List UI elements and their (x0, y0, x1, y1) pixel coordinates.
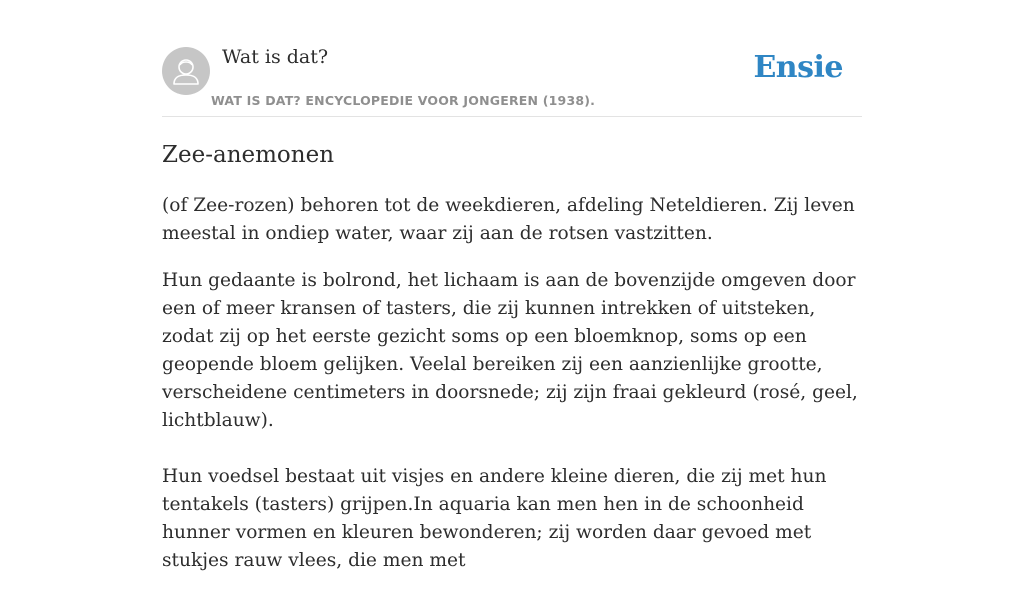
user-avatar-icon[interactable] (162, 47, 210, 95)
source-name-link[interactable]: Wat is dat? (222, 46, 329, 68)
article (162, 140, 862, 594)
source-header (162, 0, 862, 117)
source-subtitle: WAT IS DAT? ENCYCLOPEDIE VOOR JONGEREN (1938). (211, 93, 596, 108)
person-outline-icon (162, 47, 210, 95)
article-paragraph-2: Hun gedaante is bolrond, het lichaam is aan de bovenzijde omgeven door een of meer kransen of tasters, die zij kunnen intrekken of uitsteken, zodat zij op het eerste gezicht soms op een bloemknop, soms op een geopende bloem gelijken. Veelal bereiken zij een aanzienlijke grootte, verscheidene centimeters in doorsnede; zij zijn fraai gekleurd (rosé, geel, lichtblauw). Hun voedsel bestaat uit visjes en andere kleine dieren, die zij met hun tentakels (tasters) grijpen.In aquaria kan men hen in de schoonheid hunner vormen en kleuren bewonderen; zij worden daar gevoed met stukjes rauw vlees, die men met (162, 270, 858, 571)
article-paragraph-1: (of Zee-rozen) behoren tot de weekdieren, afdeling Neteldieren. Zij leven meestal in ondiep water, waar zij aan de rotsen vastzitten. (162, 195, 855, 244)
ensie-logo[interactable]: Ensie (753, 50, 843, 85)
article-title: Zee-anemonen (162, 142, 335, 168)
